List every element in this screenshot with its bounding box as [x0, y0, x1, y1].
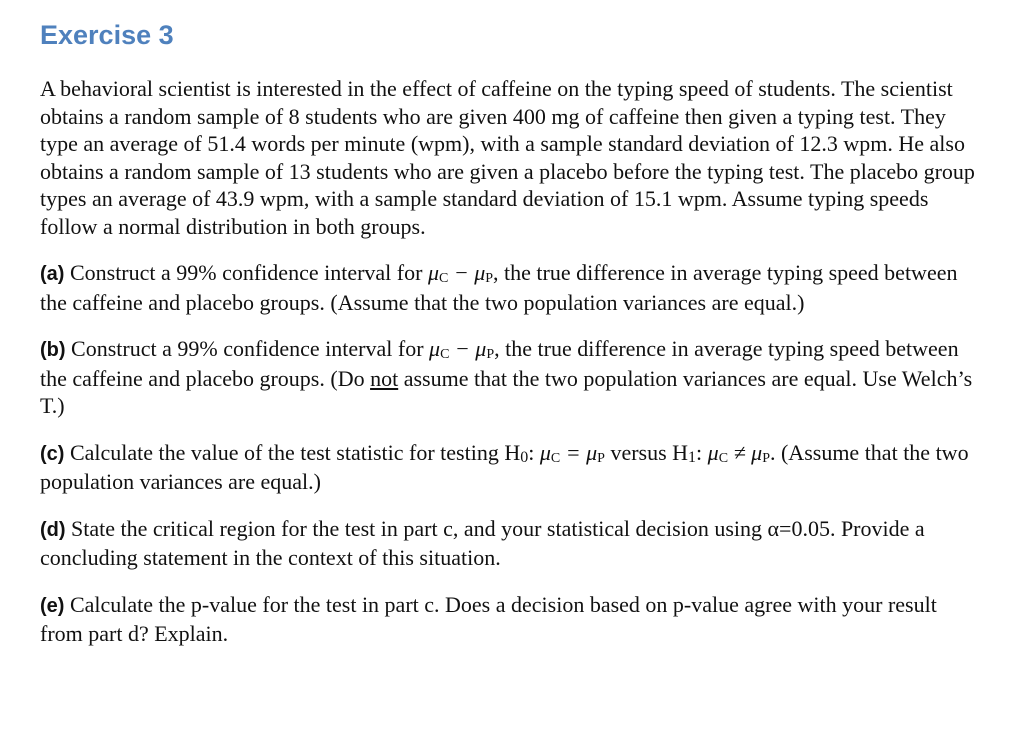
- underlined-not: not: [370, 365, 399, 391]
- part-e-label: (e): [40, 594, 65, 617]
- part-b-label: (b): [40, 339, 66, 361]
- exercise-title: Exercise 3: [40, 20, 174, 50]
- part-a-text-end: , the true difference in average typing speed between the caffeine and placebo groups. (Assume that the two population variances are equal.): [40, 260, 958, 315]
- alternative-hypothesis: $\mu_C \ne \mu_P$: [707, 439, 770, 466]
- part-b-text-end: assume that the two population variances are equal. Use Welch’s T.): [40, 365, 973, 418]
- problem-statement: A behavioral scientist is interested in the effect of caffeine on the typing speed of students. The scientist obtains a random sample of 8 students who are given 400 mg of caffeine then given a typing test. They type an average of 51.4 words per minute (wpm), with a sample standard deviation of 12.3 wpm. He also obtains a random sample of 13 students who are given a placebo before the typing test. The placebo group types an average of 43.9 wpm, with a sample standard deviation of 15.1 wpm. Assume typing speeds follow a normal distribution in both groups.: [40, 76, 975, 239]
- part-c-text-start: Calculate the value of the test statistic for testing H: [64, 439, 521, 465]
- part-c-label: (c): [40, 442, 65, 465]
- part-a: [40, 259, 980, 316]
- part-b-text-start: Construct a 99% confidence interval for: [65, 336, 430, 361]
- mu-c-minus-mu-p: $\mu_C - \mu_P$: [427, 260, 494, 286]
- part-c: (c) Calculate the value of the test statistic for testing $H_0$: $\mu_C = \mu_P$ versus $H_1$: $\mu_C \ne \mu_P$. (Assume that the two population variances are equal.): [40, 439, 969, 494]
- part-e-text: Calculate the p-value for the test in part c. Does a decision based on p-value agree with your result from part d? Explain.: [40, 591, 937, 646]
- part-d: [40, 515, 980, 572]
- h0-subscript: 0: [520, 448, 529, 466]
- part-c-versus: versus H: [604, 439, 689, 465]
- null-hypothesis: $\mu_C = \mu_P$: [539, 439, 605, 466]
- part-b-text-mid: , the true difference in average typing speed between the caffeine and placebo groups. (Do: [40, 336, 959, 391]
- exercise-page: [40, 18, 980, 667]
- part-a-label: (a): [40, 263, 65, 285]
- part-d-text: State the critical region for the test in part c, and your statistical decision using α=0.05. Provide a concluding statement in the context of this situation.: [40, 515, 925, 570]
- part-b: [40, 335, 980, 420]
- part-e: [40, 591, 980, 648]
- part-a-text-start: Construct a 99% confidence interval for: [64, 260, 428, 285]
- part-d-label: (d): [40, 518, 66, 541]
- h1-subscript: 1: [688, 448, 697, 466]
- part-c-text-end: . (Assume that the two population variances are equal.): [40, 439, 969, 494]
- mu-c-minus-mu-p: $\mu_C - \mu_P$: [429, 336, 495, 362]
